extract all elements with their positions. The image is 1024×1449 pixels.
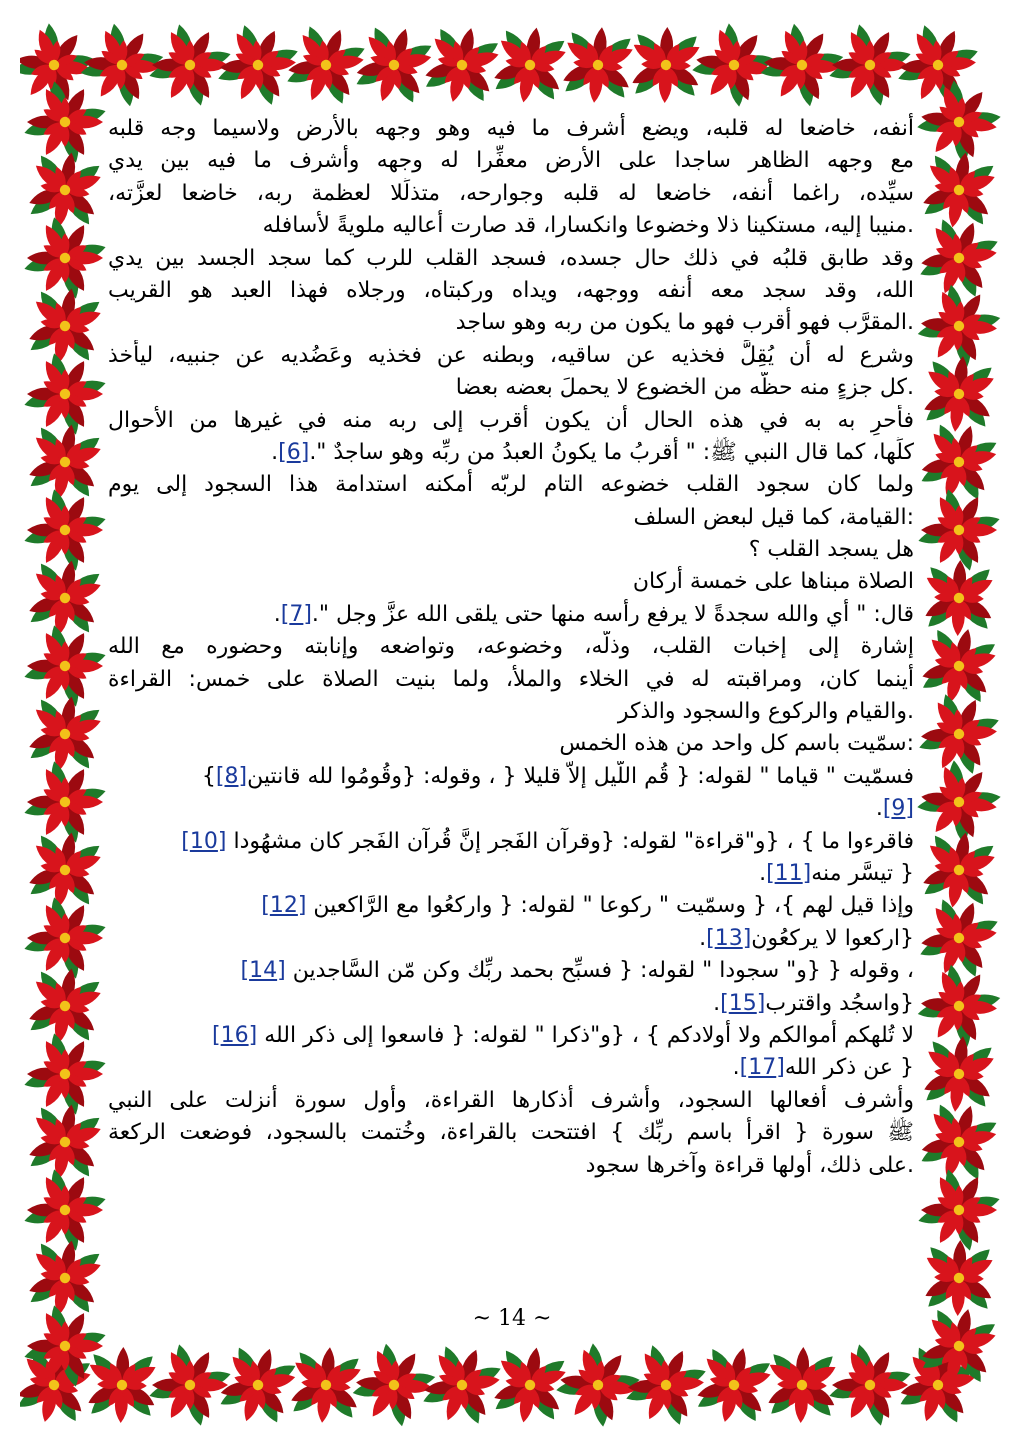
text-line [108, 1052, 914, 1084]
text-line [108, 793, 914, 825]
period: . [875, 796, 883, 822]
text-line: مع وجهه الظاهر ساجدا على الأرض معفِّرا له وجهه وأشرف ما فيه بين يدي [108, 148, 914, 174]
poinsettia-icon [23, 146, 107, 233]
text-segment: وإذا قيل لهم }، { وسمّيت " ركوعا " لقوله: { واركعُوا مع الرَّاكعين [313, 893, 914, 919]
poinsettia-icon [23, 1098, 107, 1185]
poinsettia-icon [140, 1340, 241, 1430]
poinsettia-icon [23, 826, 107, 913]
footnote-link-10[interactable]: [10] [181, 828, 227, 854]
text-line [108, 923, 914, 955]
text-line: فأحرِ به به في هذه الحال أن يكون أقرب إلى ربه منه في غيرها من الأحوال [108, 407, 914, 433]
poinsettia-icon [23, 282, 107, 369]
period: . [273, 601, 281, 627]
text-line: وقد طابق قلبُه في ذلك حال جسده، فسجد القلب للرب كما سجد الجسد بين يدي [108, 245, 914, 271]
poinsettia-border-bottom [20, 1340, 1004, 1430]
text-line [108, 955, 914, 987]
text-line: :القيامة، كما قيل لبعض السلف [633, 504, 914, 530]
text-line: وأشرف أفعالها السجود، وأشرف أذكارها القراءة، وأول سورة أنزلت على النبي [108, 1087, 914, 1113]
text-segment: لا تُلهكم أموالكم ولا أولادكم } ، {و"ذكرا " لقوله: { فاسعوا إلى ذكر الله [264, 1022, 914, 1048]
text-line: أينما كان، ومراقبته له في الخلاء والملأ، ولما بنيت الصلاة على خمس: القراءة [108, 666, 914, 692]
text-segment: {واسجُد واقترب [765, 990, 914, 1016]
poinsettia-icon [488, 21, 572, 108]
footnote-link-12[interactable]: [12] [261, 893, 307, 919]
poinsettia-icon [23, 690, 107, 777]
poinsettia-icon [418, 20, 506, 110]
footnote-link-17[interactable]: [17] [739, 1055, 785, 1081]
text-segment: {اركعوا لا يركعُون [751, 925, 914, 951]
footnote-link-6[interactable]: [6] [278, 439, 310, 465]
text-line: .المقرَّب فهو أقرب فهو ما يكون من ربه وهو ساجد [455, 310, 914, 336]
text-line: ولما كان سجود القلب خضوعه التام لربّه أمكنه استدامة هذا السجود إلى يوم [108, 472, 914, 498]
footnote-link-8[interactable]: [8] [215, 763, 248, 789]
poinsettia-border-left [20, 20, 110, 1430]
poinsettia-icon [914, 415, 1004, 510]
poinsettia-icon [488, 1341, 572, 1428]
poinsettia-icon [919, 1032, 999, 1115]
text-line [108, 826, 914, 858]
poinsettia-icon-column-right [914, 20, 1004, 1430]
poinsettia-icon [914, 70, 1004, 174]
text-line [108, 988, 914, 1020]
poinsettia-border-right [914, 20, 1004, 1430]
text-line [108, 437, 914, 469]
text-line [108, 1020, 914, 1052]
poinsettia-icon [914, 209, 1004, 307]
text-line [108, 858, 914, 890]
poinsettia-icon [919, 352, 999, 435]
text-segment: فاقرءوا ما } ، {و"قراءة" لقوله: {وقرآن الفَجر إنَّ قُرآن الفَجر كان مشهُودا [233, 828, 914, 854]
period: . [271, 439, 279, 465]
footnote-link-14[interactable]: [14] [240, 958, 286, 984]
text-line: .كل جزءٍ منه حظّه من الخضوع لا يحملَ بعضه بعضا [455, 375, 914, 401]
footnote-link-16[interactable]: [16] [212, 1022, 258, 1048]
poinsettia-icon-column-left [20, 20, 110, 1430]
poinsettia-icon [765, 1346, 840, 1424]
text-segment: { تيسَّر منه [811, 860, 914, 886]
text-line [108, 761, 914, 793]
text-segment: { عن ذكر الله [784, 1055, 914, 1081]
poinsettia-icon [914, 750, 1004, 854]
text-line [108, 890, 914, 922]
poinsettia-icon [23, 554, 107, 641]
poinsettia-icon [20, 343, 110, 445]
poinsettia-icon [20, 887, 110, 989]
text-line: الصلاة مبناها على خمسة أركان [632, 569, 914, 595]
poinsettia-icon [348, 20, 440, 110]
text-line: .على ذلك، أولها قراءة وآخرها سجود [585, 1152, 914, 1178]
text-line: ﷺ سورة { اقرأ باسم ربِّك } افتتحت بالقراءة، وخُتمت بالسجود، فوضعت الركعة [108, 1120, 914, 1146]
footnote-link-9[interactable]: [9] [882, 796, 914, 822]
footnote-link-7[interactable]: [7] [280, 601, 312, 627]
text-line: سيِّده، راغما أنفه، خاضعا له قلبه وجوارحه، متذلِّلا لعظمة ربه، خاضعا لعزَّته، [108, 180, 914, 206]
poinsettia-icon [20, 615, 110, 717]
text-line: وشرع له أن يُقِلَّ فخذيه عن ساقيه، وبطنه عن فخذيه وعَضُديه عن جنبيه، ليأخذ [108, 342, 914, 368]
period: . [759, 860, 767, 886]
poinsettia-icon [20, 479, 110, 581]
text-line: .منيبا إليه، مستكينا ذلا وخضوعا وانكسارا، قد صارت أعاليه ملويةً لأسافله [262, 213, 914, 239]
poinsettia-icon [917, 826, 1001, 913]
poinsettia-icon [20, 1159, 110, 1261]
poinsettia-border-top [20, 20, 1004, 110]
poinsettia-icon [914, 889, 1004, 987]
period: . [732, 1055, 740, 1081]
text-line: الله، وقد سجد معه أنفه ووجهه، ويداه وركبتاه، ورجلاه فهذا العبد هو القريب [108, 277, 914, 303]
poinsettia-icon [23, 962, 107, 1049]
poinsettia-icon [20, 1023, 110, 1125]
poinsettia-icon [20, 207, 110, 309]
arabic-text-body [108, 113, 914, 1343]
page-number: ~ 14 ~ [472, 1306, 552, 1331]
text-line [108, 599, 914, 631]
text-line: أنفه، خاضعا له قلبه، ويضع أشرف ما فيه وهو وجهه بالأرض ولاسيما وجه قلبه [108, 116, 914, 141]
footnote-link-13[interactable]: [13] [706, 925, 752, 951]
period: . [699, 925, 707, 951]
poinsettia-icon-row-bottom [20, 1340, 1004, 1430]
footnote-link-11[interactable]: [11] [766, 860, 812, 886]
period: . [713, 990, 721, 1016]
poinsettia-icon [20, 751, 110, 853]
poinsettia-icon [690, 1340, 778, 1430]
poinsettia-icon [343, 1340, 445, 1430]
text-line: إشارة إلى إخبات القلب، وذلّه، وخضوعه، وتواضعه وإنابته وحضوره مع الله [108, 634, 914, 660]
poinsettia-icon-row-top [20, 20, 1004, 110]
poinsettia-icon [914, 1095, 1004, 1190]
text-segment: قال: " أي والله سجدةً لا يرفع رأسه منها حتى يلقى الله عزَّ وجل ". [311, 601, 914, 627]
text-segment: كلِّها، كما قال النبي ﷺ: " أقربُ ما يكونُ العبدُ من ربِّه وهو ساجدٌ ". [309, 439, 914, 465]
poinsettia-icon [558, 23, 638, 106]
poinsettia-icon [922, 559, 997, 637]
poinsettia-icon [278, 20, 373, 110]
poinsettia-icon [286, 1343, 366, 1426]
text-segment: ، وقوله { {و" سجودا " لقوله: { فسبِّح بحمد ربِّك وكن مّن السَّاجدين [292, 958, 914, 984]
text-line: هل يسجد القلب ؟ [748, 537, 914, 563]
poinsettia-icon [20, 71, 110, 173]
poinsettia-icon [820, 1340, 921, 1430]
text-line: .والقيام والركوع والسجود والذكر [617, 699, 914, 725]
poinsettia-icon [23, 418, 107, 505]
footnote-link-15[interactable]: [15] [720, 990, 766, 1016]
text-segment: فسمّيت " قياما " لقوله: { قُم اللَّيل إلاَّ قليلا { ، وقوله: {وقُومُوا لله قانتين [247, 763, 914, 789]
poinsettia-icon [629, 26, 704, 104]
text-line: :سمّيت باسم كل واحد من هذه الخمس [559, 731, 914, 757]
poinsettia-icon [414, 1340, 509, 1430]
poinsettia-icon [917, 146, 1001, 233]
brace: } [201, 763, 216, 789]
